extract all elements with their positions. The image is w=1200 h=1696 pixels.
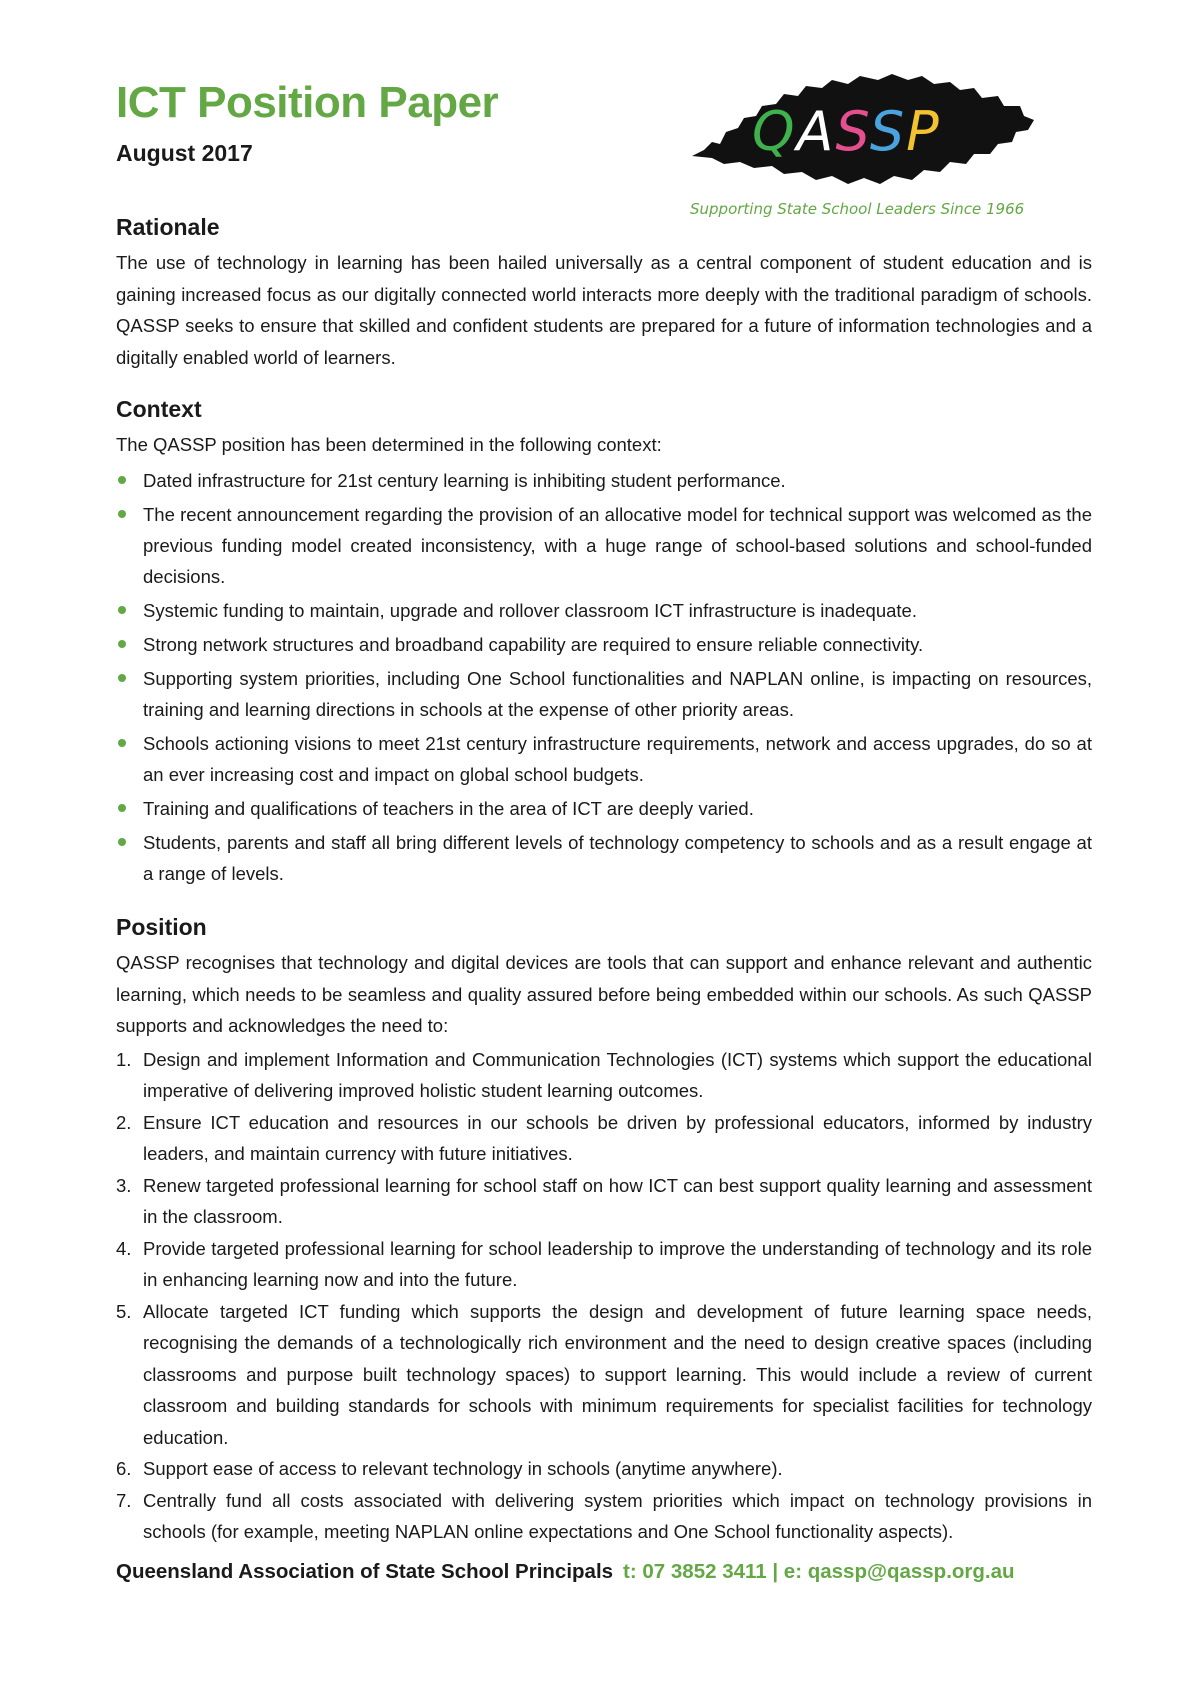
bullet-icon xyxy=(118,838,126,846)
logo-tagline: Supporting State School Leaders Since 1966 xyxy=(690,200,1025,218)
context-intro: The QASSP position has been determined in the following context: xyxy=(116,434,662,455)
bullet-icon xyxy=(118,606,126,614)
footer-org: Queensland Association of State School Principals xyxy=(116,1560,614,1583)
context-list xyxy=(116,465,1092,889)
list-item: Schools actioning visions to meet 21st century infrastructure requirements, network and access upgrades, do so at an ever increasing cost and impact on global school budgets. xyxy=(116,728,1092,790)
rationale-text: The use of technology in learning has been hailed universally as a central component of student education and is gaining increased focus as our digitally connected world interacts more deeply with the traditional paradigm of schools. QASSP seeks to ensure that skilled and confident students are prepared for a future of information technologies and a digitally enabled world of learners. xyxy=(116,252,1092,368)
list-item: 5. Allocate targeted ICT funding which supports the design and development of future learning space needs, recognising the demands of a technologically rich environment and the need to design creative spaces (including classrooms and purpose built technology spaces) to support learning. This would include a review of current classroom and building standards for schools with minimum requirements for specialist facilities for technology education. xyxy=(116,1300,1092,1448)
list-item: Strong network structures and broadband capability are required to ensure reliable connectivity. xyxy=(116,629,1092,660)
footer xyxy=(116,1560,1015,1584)
bullet-icon xyxy=(118,674,126,682)
bullet-icon xyxy=(118,739,126,747)
list-item: 1. Design and implement Information and Communication Technologies (ICT) systems which support the educational imperative of delivering improved holistic student learning outcomes. xyxy=(116,1048,1092,1101)
list-item: Training and qualifications of teachers in the area of ICT are deeply varied. xyxy=(116,793,1092,824)
list-item: Supporting system priorities, including One School functionalities and NAPLAN online, is impacting on resources, training and learning directions in schools at the expense of other priority areas. xyxy=(116,663,1092,725)
list-item: 6. Support ease of access to relevant technology in schools (anytime anywhere). xyxy=(116,1458,783,1479)
bullet-icon xyxy=(118,476,126,484)
list-item: 4. Provide targeted professional learning for school leadership to improve the understanding of technology and its role in enhancing learning now and into the future. xyxy=(116,1237,1092,1290)
rationale-section xyxy=(116,214,1092,373)
context-heading: Context xyxy=(116,396,202,422)
position-intro: QASSP recognises that technology and digital devices are tools that can support and enhance relevant and authentic learning, which needs to be seamless and quality assured before being embedded within our schools. As such QASSP supports and acknowledges the need to: xyxy=(116,952,1092,1036)
list-item: Students, parents and staff all bring different levels of technology competency to schools and as a result engage at a range of levels. xyxy=(116,827,1092,889)
position-section xyxy=(116,914,1092,1548)
list-item: 2. Ensure ICT education and resources in our schools be driven by professional educators, informed by industry leaders, and maintain currency with future initiatives. xyxy=(116,1111,1092,1164)
list-item: Systemic funding to maintain, upgrade and rollover classroom ICT infrastructure is inadequate. xyxy=(116,595,1092,626)
position-heading: Position xyxy=(116,914,207,940)
document-date: August 2017 xyxy=(116,140,253,166)
bullet-icon xyxy=(118,804,126,812)
bullet-icon xyxy=(118,510,126,518)
rationale-heading: Rationale xyxy=(116,214,220,240)
document-title: ICT Position Paper xyxy=(116,78,499,127)
qassp-logo xyxy=(682,58,1042,228)
list-item: 7. Centrally fund all costs associated with delivering system priorities which impact on technology provisions in schools (for example, meeting NAPLAN online expectations and One School functionality aspects). xyxy=(116,1489,1092,1542)
list-item: 3. Renew targeted professional learning for school staff on how ICT can best support quality learning and assessment in the classroom. xyxy=(116,1174,1092,1227)
list-item: The recent announcement regarding the provision of an allocative model for technical support was welcomed as the previous funding model created inconsistency, with a huge range of school-based solutions and school-funded decisions. xyxy=(116,499,1092,592)
svg-text:QASSP: QASSP xyxy=(752,100,941,163)
list-item: Dated infrastructure for 21st century learning is inhibiting student performance. xyxy=(116,465,1092,496)
context-section xyxy=(116,396,1092,892)
footer-contact[interactable]: t: 07 3852 3411 | e: qassp@qassp.org.au xyxy=(623,1560,1015,1583)
position-list xyxy=(116,1044,1092,1548)
bullet-icon xyxy=(118,640,126,648)
